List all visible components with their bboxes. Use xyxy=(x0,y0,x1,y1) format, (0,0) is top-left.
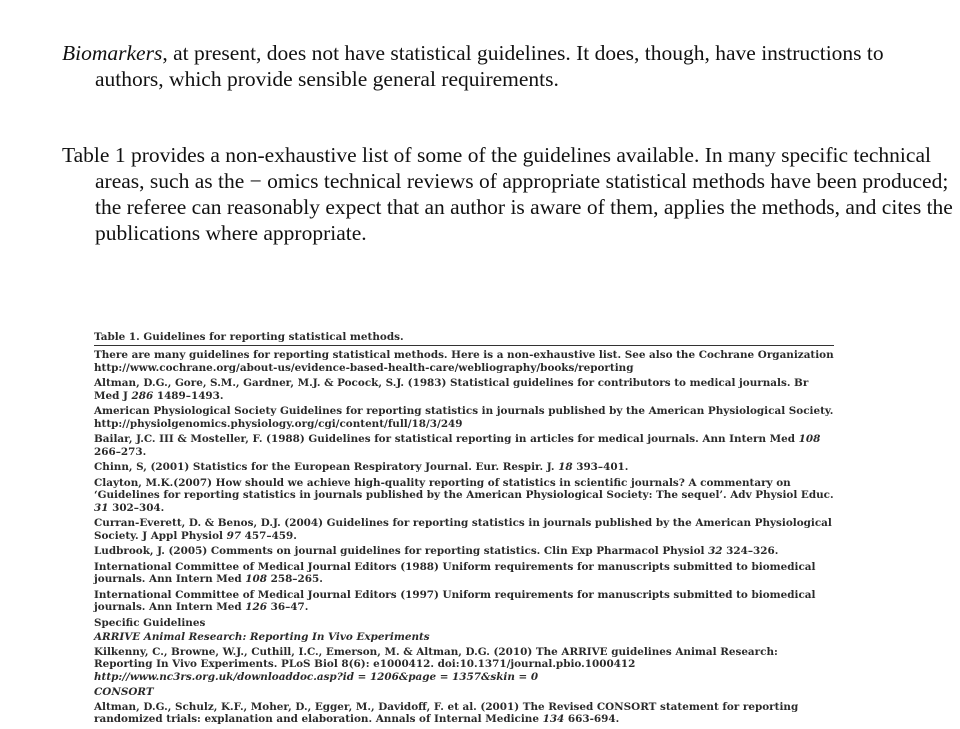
table-top-rule xyxy=(94,345,834,346)
reference-pages: 324–326. xyxy=(722,545,779,558)
reference-list xyxy=(94,377,834,613)
reference-pages: 393–401. xyxy=(572,461,629,474)
reference-pages: 36–47. xyxy=(267,601,309,614)
intro-text: , at present, does not have statistical guidelines. It does, though, have instructions to authors, which provide sensible general requirements. xyxy=(95,41,884,91)
reference-pages: 1489–1493. xyxy=(153,389,224,402)
reference-text: American Physiological Society Guidelines for reporting statistics in journals published by the American Physiological Society. http://physiolgenomics.physiology.org/cgi/content/full/18/3/249 xyxy=(94,405,834,430)
reference-text: Curran-Everett, D. & Benos, D.J. (2004) Guidelines for reporting statistics in journals published by the American Physiological Society. J Appl Physiol xyxy=(94,517,832,542)
arrive-citation: Kilkenny, C., Browne, W.J., Cuthill, I.C., Emerson, M. & Altman, D.G. (2010) The ARRIVE guidelines Animal Research: Reporting In Vivo Experiments. PLoS Biol 8(6): e1000412. doi:10.1371/journal.pbio.1000412 xyxy=(94,645,778,671)
reference-item xyxy=(94,461,834,473)
reference-text: Chinn, S, (2001) Statistics for the European Respiratory Journal. Eur. Respir. J. xyxy=(94,461,559,474)
consort-volume: 134 xyxy=(542,713,565,726)
reference-item xyxy=(94,561,834,586)
guidelines-table xyxy=(94,331,834,729)
journal-name: Biomarkers xyxy=(62,41,163,65)
reference-pages: 266–273. xyxy=(94,445,147,458)
specific-guidelines-heading: Specific Guidelines xyxy=(94,617,206,629)
reference-text: Bailar, J.C. III & Mosteller, F. (1988) Guidelines for statistical reporting in articles for medical journals. Ann Intern Med xyxy=(94,433,799,446)
reference-volume: 286 xyxy=(131,389,154,402)
reference-pages: 457–459. xyxy=(241,529,297,542)
reference-pages: 258–265. xyxy=(267,573,323,586)
table-note: There are many guidelines for reporting statistical methods. Here is a non-exhaustive list. See also the Cochrane Organization http://www.cochrane.org/about-us/evidence-based-health-care/webliography/books/reporting xyxy=(94,349,834,374)
reference-volume: 108 xyxy=(245,573,267,586)
reference-volume: 108 xyxy=(798,433,821,446)
consort-citation-text: Altman, D.G., Schulz, K.F., Moher, D., Egger, M., Davidoff, F. et al. (2001) The Revised CONSORT statement for reporting randomized trials: explanation and elaboration. Annals of Internal Medicine xyxy=(94,700,799,726)
reference-text: International Committee of Medical Journal Editors (1988) Uniform requirements for manuscripts submitted to biomedical journals. Ann Intern Med xyxy=(94,561,816,586)
reference-text: Ludbrook, J. (2005) Comments on journal guidelines for reporting statistics. Clin Exp Pharmacol Physiol xyxy=(94,545,709,558)
consort-citation xyxy=(94,701,834,726)
arrive-url: http://www.nc3rs.org.uk/downloaddoc.asp?id = 1206&page = 1357&skin = 0 xyxy=(94,670,539,683)
consort-title: CONSORT xyxy=(94,686,154,699)
reference-item xyxy=(94,589,834,614)
reference-pages: 302–304. xyxy=(108,501,165,514)
reference-item xyxy=(94,477,834,514)
reference-volume: 31 xyxy=(94,501,109,514)
reference-volume: 126 xyxy=(245,601,267,614)
reference-item xyxy=(94,433,834,458)
reference-volume: 18 xyxy=(558,461,573,474)
reference-item xyxy=(94,545,834,557)
body-paragraph: Table 1 provides a non-exhaustive list of some of the guidelines available. In many specific technical areas, such as the − omics technical reviews of appropriate statistical methods have been produced; the referee can reasonably expect that an author is aware of them, applies the methods, and cites the publications where appropriate. xyxy=(62,143,953,245)
reference-volume: 97 xyxy=(226,529,242,542)
arrive-title: ARRIVE Animal Research: Reporting In Vivo Experiments xyxy=(94,631,430,644)
reference-item xyxy=(94,517,834,542)
reference-item xyxy=(94,377,834,402)
intro-paragraph xyxy=(62,40,955,92)
consort-pages: 663-694. xyxy=(564,713,620,726)
reference-item xyxy=(94,405,834,430)
reference-text: International Committee of Medical Journal Editors (1997) Uniform requirements for manuscripts submitted to biomedical journals. Ann Intern Med xyxy=(94,589,816,614)
reference-volume: 32 xyxy=(708,545,723,558)
table-caption: Table 1. Guidelines for reporting statistical methods. xyxy=(94,331,404,343)
reference-text: Clayton, M.K.(2007) How should we achieve high-quality reporting of statistics in scientific journals? A commentary on ‘Guidelines for reporting statistics in journals published by the American Physiological Society: The sequel’. Adv Physiol Educ. xyxy=(94,477,834,502)
reference-text: Altman, D.G., Gore, S.M., Gardner, M.J. & Pocock, S.J. (1983) Statistical guidelines for contributors to medical journals. Br Med J xyxy=(94,377,809,402)
